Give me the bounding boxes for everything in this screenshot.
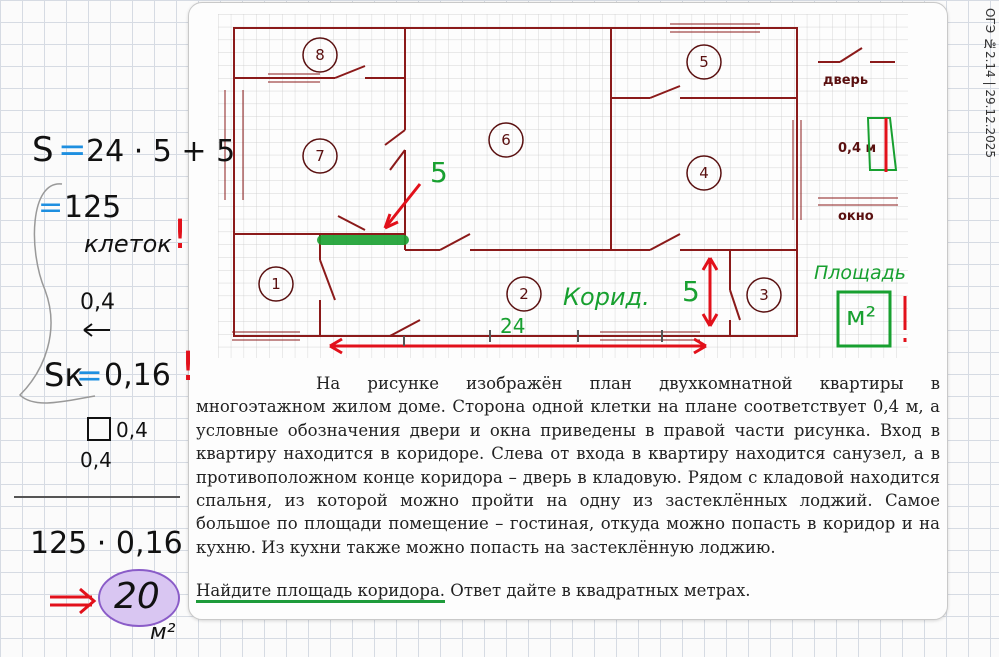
- note-area: Площадь: [814, 262, 906, 284]
- cells-count: 125: [64, 190, 122, 225]
- eq2: =: [38, 190, 64, 225]
- question-rest: Ответ дайте в квадратных метрах.: [445, 581, 751, 600]
- note-corridor: Корид.: [563, 283, 650, 311]
- note-length-24: 24: [500, 314, 526, 338]
- square-side-b: 0,4: [80, 448, 112, 472]
- room-label-4: 4: [699, 164, 709, 182]
- note-m2: м²: [846, 302, 877, 332]
- sk-value: 0,16: [104, 358, 171, 393]
- answer-unit: м²: [150, 620, 176, 645]
- excl-2: !: [180, 344, 197, 390]
- room-label-2: 2: [519, 285, 529, 303]
- legend-wall-size: 0,4 м: [838, 141, 877, 156]
- excl-1: !: [172, 212, 189, 258]
- answer-value: 20: [114, 576, 160, 617]
- answer-arrow: [50, 589, 94, 613]
- legend-door-label: дверь: [823, 73, 869, 88]
- room-label-5: 5: [699, 53, 709, 71]
- problem-statement: [196, 372, 940, 559]
- room-label-7: 7: [315, 147, 325, 165]
- side-arrow: [84, 324, 110, 336]
- header-tag: ОГЭ №2.14 | 29.12.2025: [983, 8, 997, 159]
- legend-window-label: окно: [838, 209, 874, 224]
- s-prefix: S: [32, 130, 54, 170]
- square-side-a: 0,4: [116, 418, 148, 442]
- sk-eq: =: [76, 356, 103, 394]
- cells-word: клеток: [84, 230, 172, 258]
- note-five-top: 5: [430, 156, 448, 189]
- question-line: [196, 581, 940, 600]
- square-sketch: [88, 418, 110, 440]
- question-highlight: Найдите площадь коридора.: [196, 581, 445, 603]
- s-eq: =: [58, 130, 87, 170]
- room-label-3: 3: [759, 286, 769, 304]
- room-label-8: 8: [315, 46, 325, 64]
- s-expr: 24 · 5 + 5: [86, 134, 236, 169]
- room-label-1: 1: [271, 275, 281, 293]
- problem-text: На рисунке изображён план двухкомнатной квартиры в многоэтажном жилом доме. Сторона одной клетки на плане соответствует 0,4 м, а условные обозначения двери и окна приведены в правой части рисунка. Вход в квартиру находится в коридоре. Слева от входа в квартиру находится санузел, а в противоположном конце коридора – дверь в кладовую. Рядом с кладовой находится спальня, из которой можно пройти на одну из застеклённых лоджий. Самое большое по площади помещение – гостиная, откуда можно попасть в коридор и на кухню. Из кухни также можно попасть на застеклённую лоджию.: [196, 374, 940, 557]
- room-label-6: 6: [501, 131, 511, 149]
- sk-label: Sк: [44, 356, 84, 394]
- product: 125 · 0,16: [30, 526, 183, 561]
- side-length: 0,4: [80, 290, 115, 315]
- note-five-right: 5: [682, 275, 700, 308]
